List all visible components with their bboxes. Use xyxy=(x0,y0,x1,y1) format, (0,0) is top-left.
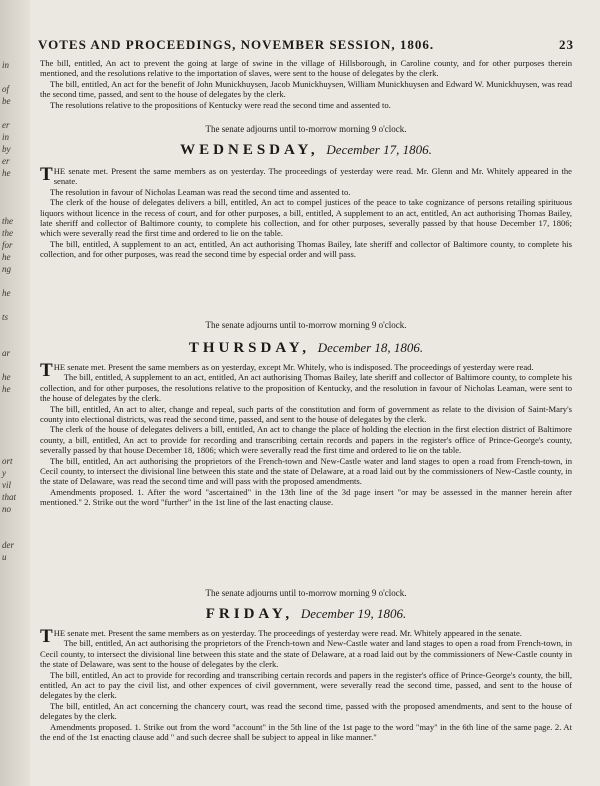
paragraph: The bill, entitled, A supplement to an act, entitled, An act authorising Thomas Bailey, late sheriff and collector of Baltimore county, to complete his collection, and for other purposes, was read the second time by especial order and will pass. xyxy=(40,238,572,260)
paragraph-text: HE senate met. Present the same members as on yesterday, except Mr. Whitely, who is indisposed. The proceedings of yesterday were read. xyxy=(53,362,534,372)
paragraph: The bill, entitled, An act to prevent the going at large of swine in the village of Hillsborough, in Caroline county, and for other purposes therein mentioned, and the resolutions relative to the importation of slaves, were sent to the house of delegates by the clerk. xyxy=(40,58,572,79)
margin-fragment: in xyxy=(2,60,10,70)
thursday-section xyxy=(40,362,572,508)
margin-fragment: for xyxy=(2,240,13,250)
margin-fragment: no xyxy=(2,504,11,514)
adjournment-line: The senate adjourns until to-morrow morning 9 o'clock. xyxy=(205,124,407,134)
margin-fragment: in xyxy=(2,132,10,142)
paragraph xyxy=(40,360,572,381)
margin-fragment: er xyxy=(2,120,10,130)
drop-cap: T xyxy=(40,626,53,647)
paragraph: The clerk of the house of delegates delivers a bill, entitled, An act to compel justices of the peace to take cognizance of persons retailing spirituous liquors without licence in the recess of court, and for other purposes, a bill, entitled, A supplement to an act, entitled, An act authorising Thomas Bailey, late sheriff and collector of Baltimore county, to complete his collection, and for other purposes, severally passed by that house December 17, 1806; which were severally read the first time and ordered to lie on the table. xyxy=(40,197,572,239)
margin-fragment: the xyxy=(2,228,13,238)
day-name: THURSDAY, xyxy=(188,340,310,356)
drop-cap: T xyxy=(40,360,53,381)
margin-fragment: ts xyxy=(2,312,9,322)
margin-fragment: he xyxy=(2,252,11,262)
continuation-section xyxy=(40,58,572,110)
margin-fragment: be xyxy=(2,96,11,106)
running-header xyxy=(38,37,574,53)
day-heading-thursday xyxy=(40,340,572,357)
margin-fragment: he xyxy=(2,372,11,382)
page-number: 23 xyxy=(559,37,574,52)
wednesday-section xyxy=(40,166,572,260)
paragraph: The bill, entitled, An act to provide for recording and transcribing certain records and papers in the register's office of Prince-George's county, the bill, entitled, An act to pay the civil list, and other expences of civil government, were severally read the second time, passed, and sent to the house of delegates by the clerk. xyxy=(40,669,572,701)
paragraph: The bill, entitled, An act concerning the chancery court, was read the second time, passed with the proposed amendments, and sent to the house of delegates by the clerk. xyxy=(40,700,572,722)
day-heading-friday xyxy=(40,606,572,623)
paragraph: The bill, entitled, An act for the benefit of John Munickhuysen, Jacob Munickhuysen, William Munickhuysen and Edward W. Munickhuysen, was read the second time, passed, and sent to the house of delegates by the clerk. xyxy=(40,78,572,100)
day-heading-wednesday xyxy=(40,142,572,159)
day-date: December 19, 1806. xyxy=(300,606,407,621)
margin-fragment: ort xyxy=(2,456,13,466)
adjacent-page-margin xyxy=(0,0,30,786)
day-date: December 18, 1806. xyxy=(317,340,424,355)
paragraph: The bill, entitled, A supplement to an act, entitled, An act authorising Thomas Bailey, late sheriff and collector of Baltimore county, to complete his collection, and for other purposes, the resolutions relative to the proposition of Kentucky, and the resolution in favour of Nicholas Leaman, were sent to the house of delegates by the clerk. xyxy=(40,372,572,404)
day-name: WEDNESDAY, xyxy=(180,142,319,158)
paragraph: The bill, entitled, An act to alter, change and repeal, such parts of the constitution and form of government as relate to the division of Saint-Mary's county into electional districts, was read the second time, passed, and sent to the house of delegates by the clerk. xyxy=(40,403,572,425)
paragraph: The clerk of the house of delegates delivers a bill, entitled, An act to change the place of holding the election in the first election district of Baltimore county, a bill, entitled, An act to provide for recording and transcribing certain records and papers in the register's office of Prince-George's county, severally passed by that house December 18, 1806; which were severally read the first time and ordered to lie on the table. xyxy=(40,424,572,456)
day-name: FRIDAY, xyxy=(205,606,294,622)
running-title: VOTES AND PROCEEDINGS, NOVEMBER SESSION, 1806. xyxy=(38,37,435,52)
margin-fragment: he xyxy=(2,168,11,178)
margin-fragment: der xyxy=(2,540,14,550)
paragraph: Amendments proposed. 1. After the word "ascertained" in the 13th line of the 3d page insert "or may be assessed in the manner herein after mentioned." 2. Strike out the word "further" in the 1st line of the last enacting clause. xyxy=(40,486,572,508)
margin-fragment: y xyxy=(2,468,6,478)
paragraph: The resolutions relative to the propositions of Kentucky were read the second time and assented to. xyxy=(50,99,391,110)
paragraph: The resolution in favour of Nicholas Leaman was read the second time and assented to. xyxy=(50,186,351,197)
margin-fragment: er xyxy=(2,156,10,166)
paragraph xyxy=(40,166,572,187)
margin-fragment: the xyxy=(2,216,13,226)
paragraph: The bill, entitled, An act authorising the proprietors of the French-town and New-Castle water and land stages to open a road from French-town, in Cecil county, to intersect the divisional line between this state and the state of Delaware, at a road laid out by the commissioners of New-Castle county in the state of Delaware, was sent to the house of delegates by the clerk. xyxy=(40,638,572,670)
paragraph-text: HE senate met. Present the same members as on yesterday. The proceedings of yesterday were read. Mr. Whitely appeared in the senate. xyxy=(53,628,522,638)
paragraph: The bill, entitled, An act authorising the proprietors of the French-town and New-Castle water and land stages to open a road from French-town, in Cecil county, to intersect the divisional line between this state and the state of Delaware, at a road laid out by the commissioners of New-Castle county, in the state of Delaware, was read the second time and will pass with the proposed amendments. xyxy=(40,455,572,487)
friday-section xyxy=(40,628,572,742)
margin-fragment: ng xyxy=(2,264,11,274)
margin-fragment: by xyxy=(2,144,11,154)
adjournment-line: The senate adjourns until to-morrow morning 9 o'clock. xyxy=(205,320,407,330)
adjournment-line: The senate adjourns until to-morrow morning 9 o'clock. xyxy=(205,588,407,598)
margin-fragment: he xyxy=(2,288,11,298)
paragraph: Amendments proposed. 1. Strike out from the word "account" in the 5th line of the 1st page to the word "may" in the 6th line of the same page. 2. At the end of the 1st enacting clause add " and such decree shall be subject to appeal in like manner." xyxy=(40,721,572,743)
day-date: December 17, 1806. xyxy=(326,142,432,157)
margin-fragment: vil xyxy=(2,480,11,490)
margin-fragment: that xyxy=(2,492,17,502)
margin-fragment: u xyxy=(2,552,7,562)
margin-fragment: he xyxy=(2,384,11,394)
drop-cap: T xyxy=(40,164,53,185)
paragraph xyxy=(40,626,572,647)
paragraph-text: HE senate met. Present the same members as on yesterday. The proceedings of yesterday were read. Mr. Glenn and Mr. Whitely appeared in the senate. xyxy=(53,166,572,187)
margin-fragment: ar xyxy=(2,348,11,358)
margin-fragment: of xyxy=(2,84,10,94)
